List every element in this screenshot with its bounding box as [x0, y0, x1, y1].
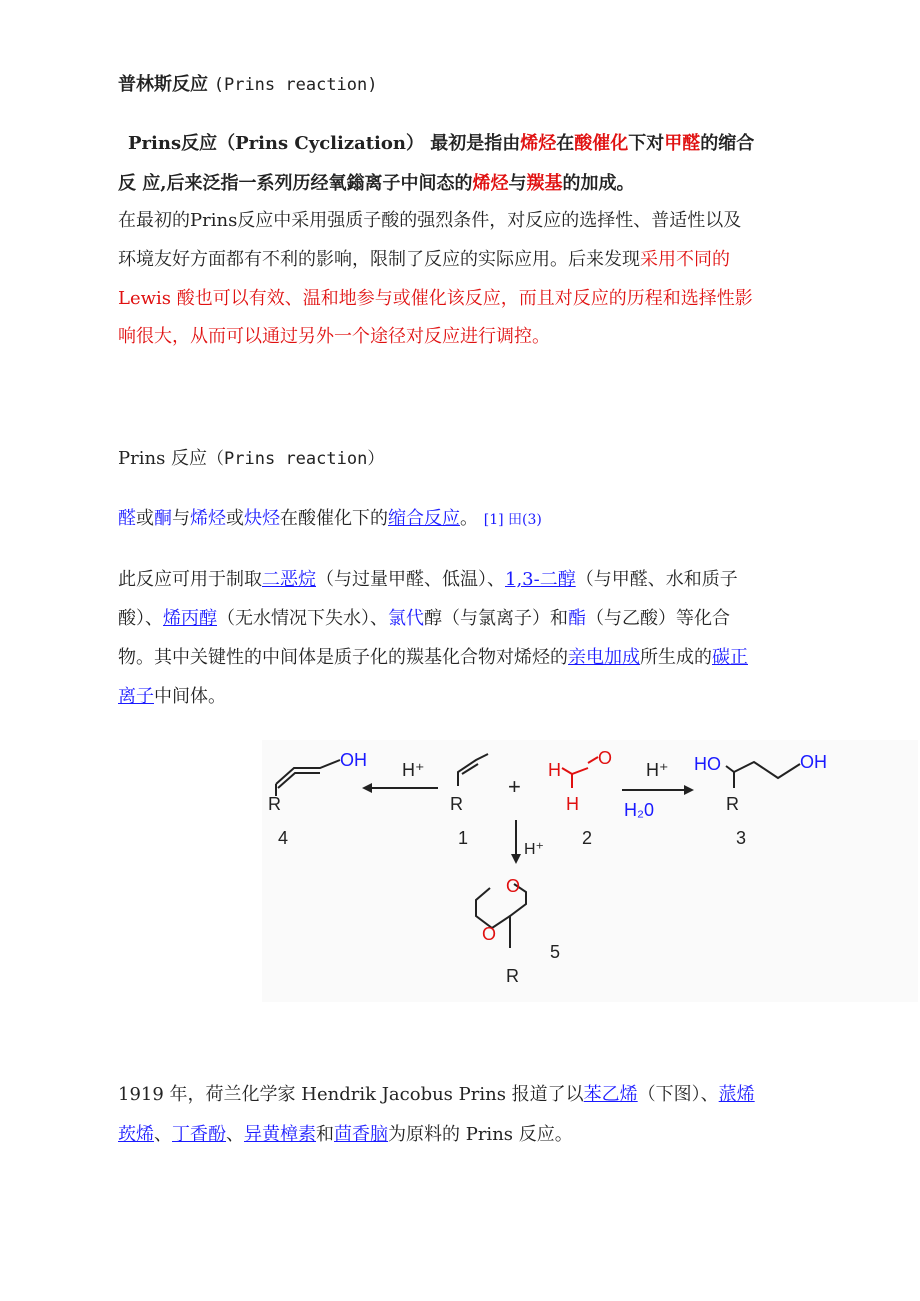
title-cn: 普林斯反应 [118, 74, 208, 95]
para2-line-3 [118, 644, 748, 672]
intro-olefin: 烯烃 [472, 173, 509, 194]
section2-title [118, 445, 384, 473]
para2-text: 物。其中关键性的中间体是质子化的羰基化合物对烯烃的 [118, 647, 568, 668]
compound-label-1: 1 [458, 828, 469, 848]
r-label-1: R [450, 794, 463, 814]
arrowhead-left [362, 783, 372, 793]
para2-text: 此反应可用于制取 [118, 569, 262, 590]
link-electrophilic-addition[interactable]: 亲电加成 [568, 647, 640, 668]
para3-text: 、 [226, 1124, 244, 1145]
para2-line-4 [118, 683, 226, 711]
para2-text: （与甲醛、水和质子 [575, 569, 738, 590]
link-diol[interactable]: 1,3-二醇 [505, 569, 576, 590]
intro-text: 反 应,后来泛指一系列历经氧鎓离子中间态的 [118, 173, 473, 194]
para1-line-3: Lewis 酸也可以有效、温和地参与或催化该反应，而且对反应的历程和选择性影 [118, 288, 753, 309]
def-text: 或 [226, 508, 244, 529]
link-alkyne[interactable]: 炔烃 [244, 508, 280, 529]
r-label-4: R [268, 794, 281, 814]
link-chloro[interactable]: 氯代 [388, 608, 424, 629]
intro-text: 的缩合 [700, 133, 755, 154]
link-carbocation-2[interactable]: 离子 [118, 686, 154, 707]
para3-text: 、 [154, 1124, 172, 1145]
ho-label-3: HO [694, 754, 721, 774]
link-alkene[interactable]: 烯烃 [190, 508, 226, 529]
chain-3 [726, 762, 800, 778]
intro-carbonyl: 羰基 [526, 173, 563, 194]
intro-acid: 酸催化 [574, 133, 629, 154]
para2-text: 醇（与氯离子）和 [424, 608, 568, 629]
oh-label-4: OH [340, 750, 367, 770]
link-isosafrole[interactable]: 异黄樟素 [244, 1124, 316, 1145]
para2-text: 酸）、 [118, 608, 163, 629]
link-ketone[interactable]: 酮 [154, 508, 172, 529]
definition-line [118, 505, 542, 534]
section2-title-en: （Prins reaction） [207, 449, 385, 469]
para1-line-4: 响很大，从而可以通过另外一个途径对反应进行调控。 [118, 326, 550, 347]
reaction-scheme-svg [262, 740, 918, 1002]
h-label-2a: H [548, 760, 561, 780]
section2-title-cn: Prins 反应 [118, 448, 208, 469]
para3-text: （下图）、 [637, 1084, 719, 1105]
h-label-2b: H [566, 794, 579, 814]
double-bond-1 [462, 764, 478, 774]
r-label-5: R [506, 966, 519, 986]
def-text: 在酸催化下的 [280, 508, 388, 529]
para2-text: 中间体。 [154, 686, 226, 707]
link-anethole[interactable]: 茴香脑 [334, 1124, 388, 1145]
intro-line-1 [128, 130, 754, 158]
o-label-5a: O [506, 876, 521, 896]
oh-label-3: OH [800, 752, 827, 772]
o-label-5b: O [482, 924, 497, 944]
para3-line-2 [118, 1121, 573, 1149]
para3-text: 1919 年，荷兰化学家 Hendrik Jacobus Prins 报道了以 [118, 1084, 584, 1105]
para2-text: （与乙酸）等化合 [586, 608, 730, 629]
formaldehyde-bonds [562, 757, 598, 788]
h-plus-left: H⁺ [402, 760, 425, 780]
h-plus-down: H⁺ [524, 841, 544, 858]
para2-line-2 [118, 605, 730, 633]
para2-text: （无水情况下失水）、 [217, 608, 388, 629]
para1-text: 环境友好方面都有不利的影响，限制了反应的实际应用。后来发现 [118, 249, 640, 270]
intro-text: 与 [508, 173, 527, 194]
citation[interactable]: [1] 田(3) [483, 512, 542, 528]
arrowhead-right [684, 785, 694, 795]
intro-line-2 [118, 170, 635, 198]
carbonyl-bond [588, 757, 598, 763]
water-label: H₂0 [624, 800, 654, 820]
intro-text: 下对 [628, 133, 665, 154]
link-carbocation[interactable]: 碳正 [712, 647, 748, 668]
link-pinene[interactable]: 蒎烯 [718, 1084, 755, 1105]
formyl-bond [562, 768, 588, 774]
def-text: 与 [172, 508, 190, 529]
o-label-2: O [598, 748, 613, 768]
link-condensation[interactable]: 缩合反应 [388, 508, 460, 529]
h-plus-right: H⁺ [646, 760, 669, 780]
para1-line-2 [118, 246, 730, 274]
para3-line-1 [118, 1081, 755, 1109]
para2-text: （与过量甲醛、低温）、 [316, 569, 505, 590]
link-ester[interactable]: 酯 [568, 608, 586, 629]
page-title [118, 71, 378, 99]
intro-text: 的加成。 [562, 173, 635, 194]
link-aldehyde[interactable]: 醛 [118, 508, 136, 529]
def-text: 或 [136, 508, 154, 529]
intro-formaldehyde: 甲醛 [664, 133, 701, 154]
link-styrene[interactable]: 苯乙烯 [583, 1084, 638, 1105]
para3-text: 为原料的 Prins 反应。 [388, 1124, 573, 1145]
link-camphene[interactable]: 莰烯 [118, 1124, 154, 1145]
intro-olefin: 烯烃 [520, 133, 557, 154]
def-text: 。 [460, 508, 478, 529]
link-dioxane[interactable]: 二恶烷 [262, 569, 316, 590]
para1-highlight: 采用不同的 [640, 249, 730, 270]
compound-label-2: 2 [582, 828, 593, 848]
link-allyl-alcohol[interactable]: 烯丙醇 [163, 608, 217, 629]
para1-line-1: 在最初的Prins反应中采用强质子酸的强烈条件，对反应的选择性、普适性以及 [118, 210, 742, 231]
para3-text: 和 [316, 1124, 334, 1145]
compound-label-5: 5 [550, 942, 561, 962]
para2-line-1 [118, 566, 738, 594]
compound-label-3: 3 [736, 828, 747, 848]
intro-text: 在 [556, 133, 575, 154]
arrowhead-down [511, 854, 521, 864]
title-en: (Prins reaction) [213, 75, 378, 95]
para2-text: 所生成的 [640, 647, 712, 668]
reaction-scheme [262, 740, 918, 1002]
intro-text: Prins反应（Prins Cyclization） 最初是指由 [128, 133, 521, 154]
r-label-3: R [726, 794, 739, 814]
vinyl-1 [458, 754, 488, 786]
compound-label-4: 4 [278, 828, 289, 848]
double-bond-4 [278, 773, 320, 788]
link-eugenol[interactable]: 丁香酚 [172, 1124, 226, 1145]
plus-sign: + [508, 774, 521, 799]
